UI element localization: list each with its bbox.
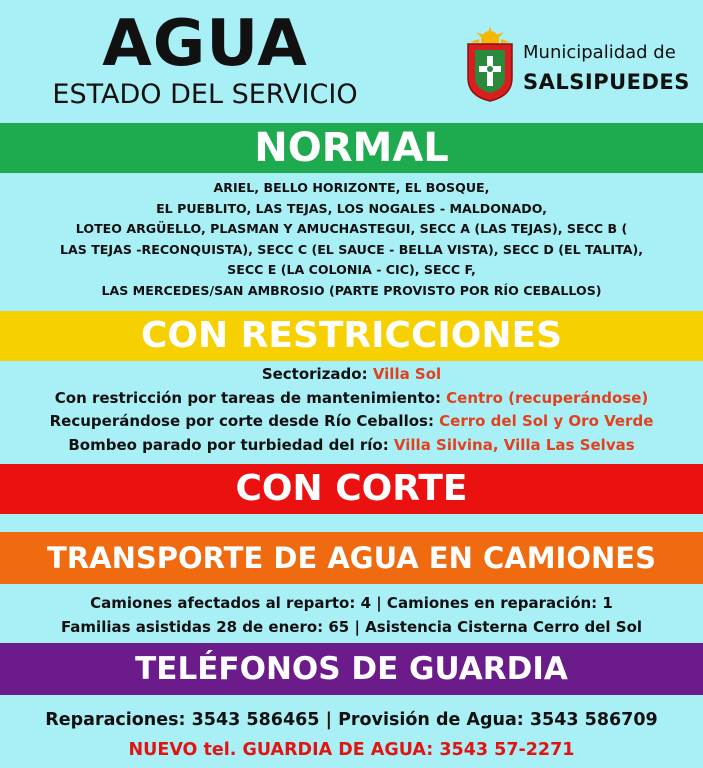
restriccion-value: Villa Sol xyxy=(372,365,442,383)
restriccion-label: Sectorizado: xyxy=(261,365,373,383)
restriccion-item xyxy=(0,434,703,458)
transporte-heading: TRANSPORTE DE AGUA EN CAMIONES xyxy=(0,532,703,584)
restriccion-label: Bombeo parado por turbiedad del río: xyxy=(68,435,394,454)
transporte-line: Familias asistidas 28 de enero: 65 | Asistencia Cisterna Cerro del Sol xyxy=(60,618,643,636)
municipality-prefix: Municipalidad de xyxy=(523,42,676,63)
header xyxy=(0,0,703,120)
restriccion-value: Villa Silvina, Villa Las Selvas xyxy=(393,435,635,454)
telefono-nuevo: NUEVO tel. GUARDIA DE AGUA: 3543 57-2271 xyxy=(128,740,575,760)
page-title: AGUA xyxy=(102,7,308,81)
municipality-name: SALSIPUEDES xyxy=(523,70,690,94)
restriccion-label: Con restricción por tareas de mantenimiento: xyxy=(54,388,447,407)
normal-line: EL PUEBLITO, LAS TEJAS, LOS NOGALES - MALDONADO, xyxy=(156,200,547,216)
page-subtitle: ESTADO DEL SERVICIO xyxy=(52,79,358,110)
normal-line: ARIEL, BELLO HORIZONTE, EL BOSQUE, xyxy=(213,180,490,195)
normal-heading: NORMAL xyxy=(0,123,703,173)
transporte-info xyxy=(0,591,703,639)
restricciones-list xyxy=(0,363,703,457)
telefonos-heading: TELÉFONOS DE GUARDIA xyxy=(0,643,703,695)
restriccion-value: Cerro del Sol y Oro Verde xyxy=(439,412,654,430)
restriccion-item xyxy=(0,363,703,387)
restricciones-heading: CON RESTRICCIONES xyxy=(0,311,703,361)
restriccion-label: Recuperándose por corte desde Río Ceballos: xyxy=(49,412,440,430)
telefonos-main: Reparaciones: 3543 586465 | Provisión de Agua: 3543 586709 xyxy=(45,710,658,730)
normal-line: LAS MERCEDES/SAN AMBROSIO (PARTE PROVISTO POR RÍO CEBALLOS) xyxy=(101,282,602,298)
normal-list xyxy=(0,178,703,301)
restriccion-item xyxy=(0,410,703,434)
corte-heading: CON CORTE xyxy=(0,464,703,514)
normal-line: LAS TEJAS -RECONQUISTA), SECC C (EL SAUCE - BELLA VISTA), SECC D (EL TALITA), xyxy=(59,241,643,257)
normal-line: SECC E (LA COLONIA - CIC), SECC F, xyxy=(227,262,476,277)
restriccion-item xyxy=(0,387,703,411)
transporte-line: Camiones afectados al reparto: 4 | Camiones en reparación: 1 xyxy=(90,594,613,612)
restriccion-value: Centro (recuperándose) xyxy=(446,388,649,407)
normal-line: LOTEO ARGÜELLO, PLASMAN Y AMUCHASTEGUI, SECC A (LAS TEJAS), SECC B ( xyxy=(75,221,628,236)
municipal-crest-icon xyxy=(464,26,516,102)
